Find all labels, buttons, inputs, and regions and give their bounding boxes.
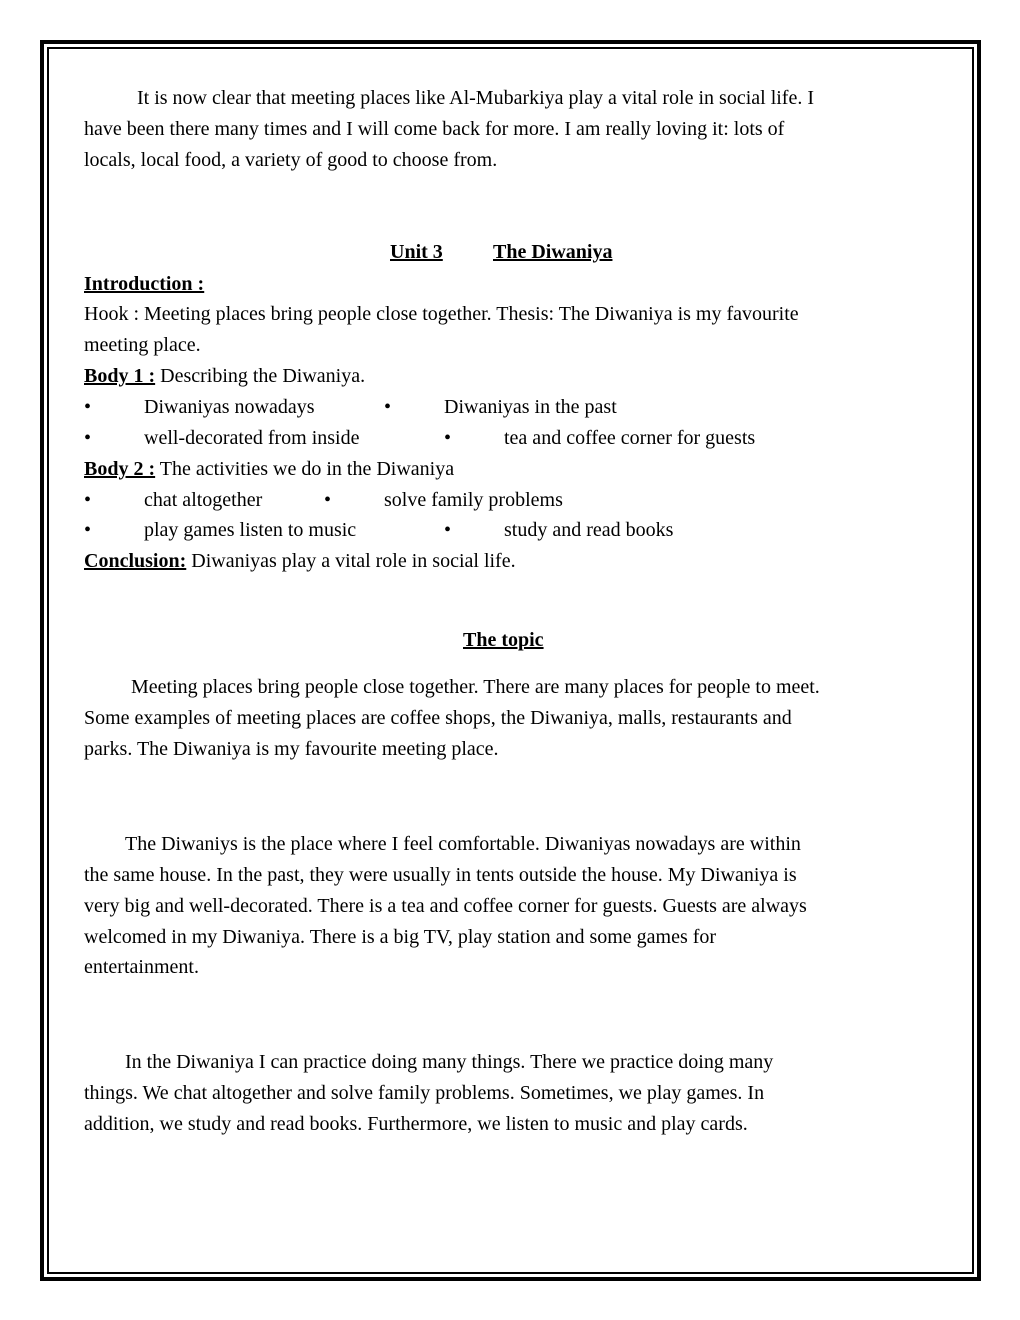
body2-line (84, 457, 454, 481)
body2-text: The activities we do in the Diwaniya (155, 458, 455, 480)
list-item: tea and coffee corner for guests (504, 427, 756, 449)
bullet-icon: • (444, 519, 452, 541)
bullet-icon: • (84, 396, 92, 418)
body1-line (84, 364, 365, 388)
text-line: very big and well-decorated. There is a tea and coffee corner for guests. Guests are always (84, 895, 807, 917)
body1-text: Describing the Diwaniya. (155, 365, 366, 387)
conclusion-line (84, 549, 516, 573)
conclusion-heading: Conclusion: (84, 550, 187, 572)
bullet-icon: • (384, 396, 392, 418)
text-line: locals, local food, a variety of good to choose from. (84, 149, 498, 171)
body1-heading: Body 1 : (84, 365, 156, 387)
topic-heading: The topic (463, 629, 544, 651)
unit-label: Unit 3 (390, 241, 443, 263)
list-item: well-decorated from inside (144, 427, 360, 449)
text-line: The Diwaniys is the place where I feel comfortable. Diwaniyas nowadays are within (125, 833, 801, 855)
list-item: Diwaniyas nowadays (144, 396, 315, 418)
text-line: addition, we study and read books. Furthermore, we listen to music and play cards. (84, 1113, 748, 1135)
list-item: play games listen to music (144, 519, 357, 541)
text-line: meeting place. (84, 334, 201, 356)
bullet-icon: • (84, 489, 92, 511)
text-line: entertainment. (84, 956, 199, 978)
list-item: Diwaniyas in the past (444, 396, 617, 418)
text-line: parks. The Diwaniya is my favourite meeting place. (84, 738, 499, 760)
text-line: Some examples of meeting places are coffee shops, the Diwaniya, malls, restaurants and (84, 707, 792, 729)
text-line: In the Diwaniya I can practice doing many things. There we practice doing many (125, 1051, 774, 1073)
unit-title: The Diwaniya (493, 241, 613, 263)
bullet-icon: • (84, 519, 92, 541)
bullet-icon: • (444, 427, 452, 449)
introduction-heading: Introduction : (84, 273, 205, 295)
bullet-icon: • (324, 489, 332, 511)
conclusion-text: Diwaniyas play a vital role in social life. (186, 550, 516, 572)
text-line: Meeting places bring people close together. There are many places for people to meet. (131, 676, 820, 698)
text-line: Hook : Meeting places bring people close together. Thesis: The Diwaniya is my favourite (84, 303, 799, 325)
text-line: things. We chat altogether and solve family problems. Sometimes, we play games. In (84, 1082, 765, 1104)
bullet-icon: • (84, 427, 92, 449)
text-line: the same house. In the past, they were usually in tents outside the house. My Diwaniya is (84, 864, 797, 886)
text-line: welcomed in my Diwaniya. There is a big TV, play station and some games for (84, 926, 717, 948)
list-item: study and read books (504, 519, 674, 541)
text-line: have been there many times and I will come back for more. I am really loving it: lots of (84, 118, 785, 140)
list-item: solve family problems (384, 489, 563, 511)
body2-heading: Body 2 : (84, 458, 156, 480)
list-item: chat altogether (144, 489, 263, 511)
text-line: It is now clear that meeting places like Al-Mubarkiya play a vital role in social life. I (137, 87, 815, 109)
